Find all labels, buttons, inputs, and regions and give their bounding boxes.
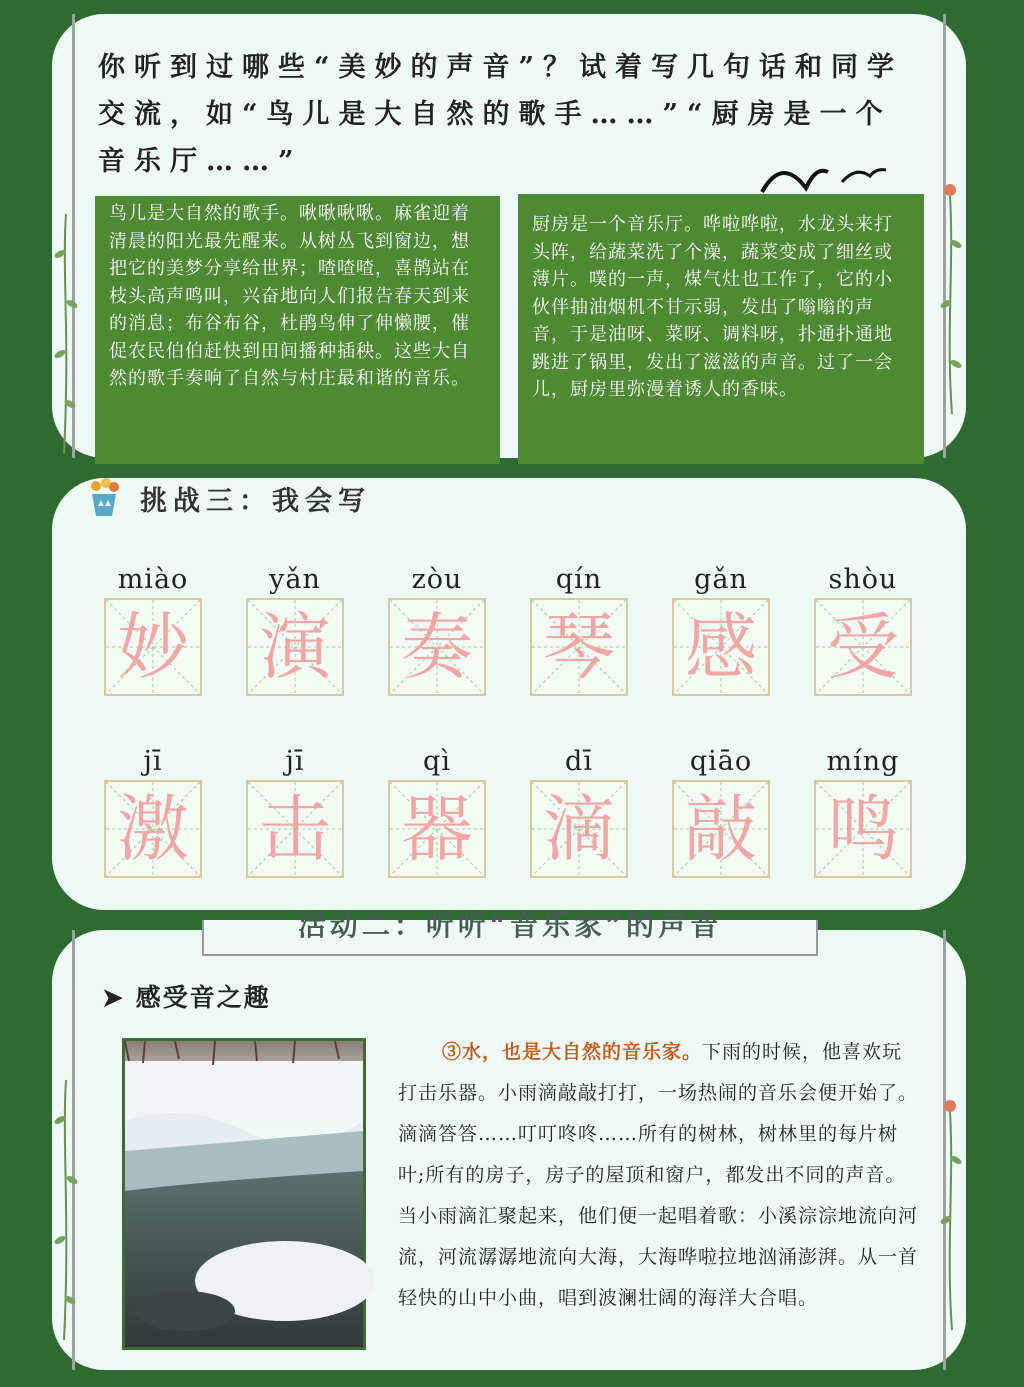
writing-prompt-card	[52, 14, 966, 458]
kitchen-example-box: 厨房是一个音乐厅。哗啦哗啦，水龙头来打头阵，给蔬菜洗了个澡，蔬菜变成了细丝或薄片。噗的一声，煤气灶也工作了，它的小伙伴抽油烟机不甘示弱，发出了嗡嗡的声音，于是油呀、菜呀、调料呀，扑通扑通地跳进了锅里，发出了滋滋的声音。过了一会儿，厨房里弥漫着诱人的香味。	[518, 194, 924, 464]
birds-icon	[758, 142, 890, 194]
challenge-title-row	[86, 478, 371, 518]
hanzi-character: 滴	[542, 787, 615, 871]
character-cell	[528, 562, 630, 696]
tianzige-box	[388, 780, 486, 878]
character-cell	[102, 562, 204, 696]
hanzi-character: 敲	[684, 787, 757, 871]
character-cell	[102, 744, 204, 878]
character-cell	[244, 562, 346, 696]
character-cell	[812, 744, 914, 878]
character-cell	[528, 744, 630, 878]
tianzige-box	[104, 598, 202, 696]
writing-challenge-card	[52, 478, 966, 910]
pinyin-label: shòu	[828, 564, 898, 595]
tianzige-box	[814, 780, 912, 878]
hanzi-character: 器	[400, 787, 473, 871]
activity-banner-text: 活动二：听听“音乐家”的声音	[297, 909, 723, 942]
activity-banner	[202, 909, 818, 956]
hanzi-character: 妙	[116, 605, 189, 689]
pinyin-label: yǎn	[269, 564, 321, 595]
leaf-vine-icon	[54, 1080, 78, 1340]
pinyin-label: miào	[117, 564, 189, 595]
pinyin-label: jī	[143, 746, 163, 777]
snowy-stream-photo	[122, 1038, 366, 1350]
section-subhead	[102, 978, 271, 1014]
flower-vine-icon	[940, 174, 962, 414]
hanzi-character: 感	[684, 605, 757, 689]
subhead-text: 感受音之趣	[135, 983, 271, 1012]
character-cell	[386, 562, 488, 696]
hanzi-character: 击	[258, 787, 331, 871]
character-cell	[670, 562, 772, 696]
tianzige-box	[672, 780, 770, 878]
pinyin-label: jī	[285, 746, 305, 777]
paragraph-lead: ③水，也是大自然的音乐家。	[442, 1041, 703, 1063]
tianzige-box	[530, 598, 628, 696]
tianzige-box	[530, 780, 628, 878]
hanzi-character: 琴	[542, 605, 615, 689]
tianzige-box	[388, 598, 486, 696]
bird-example-box: 鸟儿是大自然的歌手。啾啾啾啾。麻雀迎着清晨的阳光最先醒来。从树丛飞到窗边，想把它的美梦分享给世界；喳喳喳，喜鹊站在枝头高声鸣叫，兴奋地向人们报告春天到来的消息；布谷布谷，杜鹃鸟伸了伸懒腰，催促农民伯伯赶快到田间播种插秧。这些大自然的歌手奏响了自然与村庄最和谐的音乐。	[95, 196, 500, 464]
tianzige-box	[814, 598, 912, 696]
tianzige-box	[672, 598, 770, 696]
paragraph-body: 下雨的时候，他喜欢玩打击乐器。小雨滴敲敲打打，一场热闹的音乐会便开始了。滴滴答答……叮叮咚咚……所有的树林，树林里的每片树叶;所有的房子，房子的屋顶和窗户，都发出不同的声音。当小雨滴汇聚起来，他们便一起唱着歌：小溪淙淙地流向河流，河流潺潺地流向大海，大海哗啦拉地汹涌澎湃。从一首轻快的山中小曲，唱到波澜壮阔的海洋大合唱。	[398, 1041, 919, 1309]
tianzige-box	[246, 598, 344, 696]
pinyin-label: zòu	[411, 564, 463, 595]
hanzi-character: 演	[258, 605, 331, 689]
leaf-vine-icon	[54, 214, 78, 454]
tianzige-box	[246, 780, 344, 878]
arrow-bullet-icon: ➤	[102, 983, 136, 1012]
hanzi-character: 奏	[400, 605, 473, 689]
tianzige-box	[104, 780, 202, 878]
prompt-question: 你听到过哪些“美妙的声音”？试着写几句话和同学交流，如“鸟儿是大自然的歌手……”“厨房是一个音乐厅……”	[98, 52, 904, 177]
water-musician-paragraph	[398, 1032, 918, 1319]
pinyin-label: míng	[826, 746, 900, 777]
character-cell	[386, 744, 488, 878]
music-activity-card	[52, 909, 966, 1370]
character-cell	[670, 744, 772, 878]
hanzi-character: 激	[116, 787, 189, 871]
flower-pot-icon	[86, 478, 122, 518]
hanzi-character: 鸣	[826, 787, 899, 871]
pinyin-label: gǎn	[694, 564, 748, 595]
character-cell	[244, 744, 346, 878]
pinyin-label: qiāo	[689, 746, 753, 777]
pinyin-label: dī	[565, 746, 593, 777]
challenge-title: 挑战三：我会写	[140, 485, 371, 517]
hanzi-character: 受	[826, 605, 899, 689]
pinyin-label: qì	[423, 746, 451, 777]
flower-vine-icon	[940, 1090, 962, 1330]
character-cell	[812, 562, 914, 696]
pinyin-label: qín	[555, 564, 603, 595]
